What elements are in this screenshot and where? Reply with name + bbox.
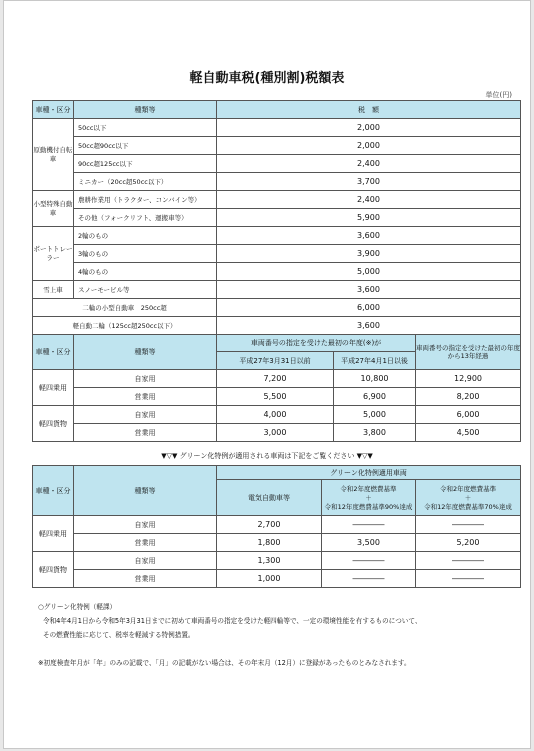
type-cell: 営業用 <box>74 534 217 552</box>
amount-cell: 8,200 <box>416 388 521 406</box>
header-fuel-70 <box>416 480 521 516</box>
group-kei-cargo: 軽四貨物 <box>33 552 74 588</box>
notes-section <box>38 600 508 670</box>
amount-cell: 3,000 <box>217 424 334 442</box>
header-type: 種類等 <box>74 335 217 370</box>
amount-cell: 5,000 <box>217 263 521 281</box>
header-electric: 電気自動車等 <box>217 480 322 516</box>
header-category: 車種・区分 <box>33 335 74 370</box>
header-line: ＋ <box>464 494 472 502</box>
amount-cell: 5,500 <box>217 388 334 406</box>
group-kei-passenger: 軽四乗用 <box>33 516 74 552</box>
type-cell: 3輪のもの <box>74 245 217 263</box>
amount-cell: 2,700 <box>217 516 322 534</box>
type-cell: 50cc超90cc以下 <box>74 137 217 155</box>
group-moped: 原動機付自転車 <box>33 119 74 191</box>
type-cell: 農耕作業用（トラクター、コンバイン等） <box>74 191 217 209</box>
amount-cell: 3,600 <box>217 317 521 335</box>
notes-line: 令和4年4月1日から令和5年3月31日までに初めて車両番号の指定を受けた軽四輪等で、一定の環境性能を有するものについて、 <box>43 617 422 625</box>
amount-cell: 3,600 <box>217 281 521 299</box>
header-line: 令和12年度燃費基準90%達成 <box>324 503 413 511</box>
amount-cell: 6,000 <box>217 299 521 317</box>
type-cell: 自家用 <box>74 370 217 388</box>
amount-cell: 4,500 <box>416 424 521 442</box>
header-category: 車種・区分 <box>33 101 74 119</box>
type-cell: 営業用 <box>74 388 217 406</box>
amount-cell: 1,300 <box>217 552 322 570</box>
footnote: ※初度検査年月が「年」のみの記載で、「月」の記載がない場合は、その年末月（12月）に登録があったものとみなされます。 <box>38 659 411 667</box>
type-cell: スノーモービル等 <box>74 281 217 299</box>
header-before-h27: 平成27年3月31日以前 <box>217 352 334 370</box>
group-boat-trailer: ボートトレーラー <box>33 227 74 281</box>
amount-cell: 5,200 <box>416 534 521 552</box>
header-amount: 税 額 <box>217 101 521 119</box>
type-cell-wide: 軽自動二輪（125cc超250cc以下） <box>33 317 217 335</box>
amount-cell: 2,000 <box>217 119 521 137</box>
group-kei-cargo: 軽四貨物 <box>33 406 74 442</box>
header-line: 令和12年度燃費基準70%達成 <box>424 503 512 511</box>
header-13-years: 車両番号の指定を受けた最初の年度から13年経過 <box>416 335 521 370</box>
type-cell-wide: 二輪の小型自動車 250cc超 <box>33 299 217 317</box>
amount-cell: 3,500 <box>322 534 416 552</box>
type-cell: 4輪のもの <box>74 263 217 281</box>
amount-cell: ―――― <box>322 516 416 534</box>
unit-label: 単位(円) <box>485 91 512 99</box>
header-fuel-90 <box>322 480 416 516</box>
amount-cell: ―――― <box>322 552 416 570</box>
type-cell: 営業用 <box>74 424 217 442</box>
amount-cell: 2,400 <box>217 191 521 209</box>
header-type: 種類等 <box>74 101 217 119</box>
group-snow-vehicle: 雪上車 <box>33 281 74 299</box>
amount-cell: 4,000 <box>217 406 334 424</box>
page-title: 軽自動車税(種別割)税額表 <box>189 71 345 86</box>
amount-cell: 2,400 <box>217 155 521 173</box>
amount-cell: 3,700 <box>217 173 521 191</box>
amount-cell: ―――― <box>416 570 521 588</box>
amount-cell: ―――― <box>322 570 416 588</box>
type-cell: 自家用 <box>74 406 217 424</box>
notes-line: その燃費性能に応じて、税率を軽減する特例措置。 <box>43 631 195 639</box>
group-kei-passenger: 軽四乗用 <box>33 370 74 406</box>
amount-cell: 12,900 <box>416 370 521 388</box>
type-cell: その他（フォークリフト、運搬車等） <box>74 209 217 227</box>
amount-cell: 10,800 <box>334 370 416 388</box>
tax-table-kei-four-wheel <box>32 334 521 442</box>
header-category: 車種・区分 <box>33 466 74 516</box>
green-special-notice: ▼▽▼ グリーン化特例が適用される車両は下記をご覧ください ▼▽▼ <box>161 452 373 460</box>
group-small-special: 小型特殊自動車 <box>33 191 74 227</box>
amount-cell: 3,900 <box>217 245 521 263</box>
amount-cell: 5,000 <box>334 406 416 424</box>
header-line: 令和2年度燃費基準 <box>340 485 397 493</box>
header-type: 種類等 <box>74 466 217 516</box>
type-cell: 90cc超125cc以下 <box>74 155 217 173</box>
amount-cell: ―――― <box>416 552 521 570</box>
header-first-year-group: 車両番号の指定を受けた最初の年度(※)が <box>217 335 416 352</box>
amount-cell: 2,000 <box>217 137 521 155</box>
amount-cell: 3,600 <box>217 227 521 245</box>
amount-cell: 1,800 <box>217 534 322 552</box>
document-page <box>3 0 531 749</box>
amount-cell: 1,000 <box>217 570 322 588</box>
type-cell: ミニカー（20cc超50cc以下） <box>74 173 217 191</box>
tax-table-general <box>32 100 521 335</box>
type-cell: 50cc以下 <box>74 119 217 137</box>
header-green-group: グリーン化特例適用車両 <box>217 466 521 480</box>
amount-cell: 6,900 <box>334 388 416 406</box>
amount-cell: ―――― <box>416 516 521 534</box>
notes-heading: ○グリーン化特例（軽課） <box>38 603 117 611</box>
type-cell: 自家用 <box>74 516 217 534</box>
amount-cell: 6,000 <box>416 406 521 424</box>
amount-cell: 3,800 <box>334 424 416 442</box>
type-cell: 自家用 <box>74 552 217 570</box>
header-after-h27: 平成27年4月1日以後 <box>334 352 416 370</box>
amount-cell: 5,900 <box>217 209 521 227</box>
header-line: 令和2年度燃費基準 <box>439 485 497 493</box>
type-cell: 2輪のもの <box>74 227 217 245</box>
amount-cell: 7,200 <box>217 370 334 388</box>
tax-table-green-special <box>32 465 521 588</box>
type-cell: 営業用 <box>74 570 217 588</box>
header-line: ＋ <box>365 494 372 502</box>
